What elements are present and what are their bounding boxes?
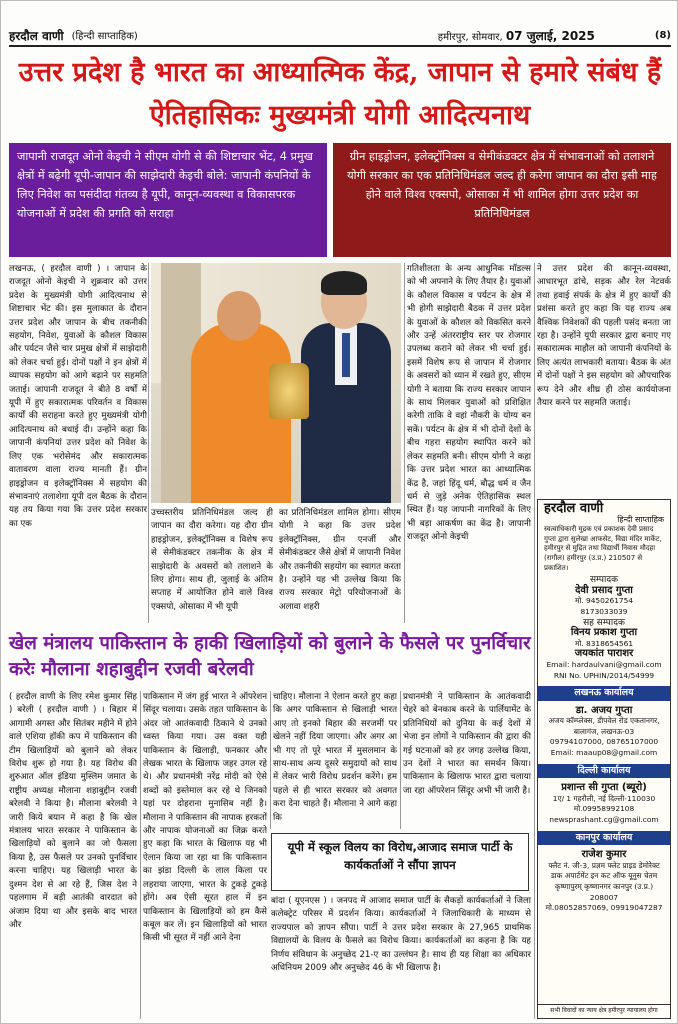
co-editor-label: सह सम्पादक bbox=[583, 617, 625, 628]
sidebar-footer: सभी विवादों का न्याय क्षेत्र हमीरपुर न्यायालय होगा bbox=[538, 1004, 670, 1018]
lucknow-name: डा. अजय गुप्ता bbox=[575, 704, 633, 716]
imprint-sidebar bbox=[537, 499, 671, 1019]
lucknow-email: Email: maaup08@gmail.com bbox=[550, 748, 658, 758]
sidebar-title: हरदौल वाणी bbox=[544, 501, 604, 516]
kanpur-office-label: कानपुर कार्यालय bbox=[538, 831, 670, 846]
publisher-note: स्वत्वाधिकारी मुद्रक एवं प्रकाशक देवी प्रसाद गुप्ता द्वारा सुलेखा आफसेट, विद्या मंदिर मार्केट, हमीरपुर से मुद्रित तथा विद्यार्थी निवास मौदहा (रागौल) हमीरपुर (उ.प्र.) 210507 से प्रकाशित। bbox=[544, 525, 662, 572]
column-rule bbox=[148, 263, 149, 623]
sub-body: बांदा ( यूएनएस ) । जनपद में आजाद समाज पार्टी के सैकड़ों कार्यकर्ताओं ने जिला कलेक्ट्रेट परिसर में प्रदर्शन किया। कार्यकर्ताओं ने जिलाधिकारी के माध्यम से राज्यपाल को ज्ञापन सौंपा। पार्टी ने उत्तर प्रदेश सरकार के 27,965 प्राथमिक विद्यालयों के विलय के फैसले का विरोध किया। कार्यकर्ताओं का कहना है कि यह निर्णय संविधान के अनुच्छेद 21-ए का उल्लंघन है। साथ ही यह शिक्षा का अधिकार अधिनियम 2009 और अनुच्छेद 46 के भी खिलाफ है। bbox=[271, 896, 531, 974]
photo-gift bbox=[269, 363, 309, 419]
sidebar-rni: RNI No. UPHIN/2014/54999 bbox=[553, 670, 655, 680]
co-editor-name: विनय प्रकाश गुप्ता bbox=[570, 627, 638, 639]
delhi-email: newsprashant.cg@gmail.com bbox=[549, 815, 659, 825]
column-rule bbox=[140, 691, 141, 1019]
second-headline: खेल मंत्रालय पाकिस्तान के हाकी खिलाड़ियों को बुलाने के फैसले पर पुनर्विचार करेः मौलाना शहाबुद्दीन रजवी बरेलवी bbox=[9, 633, 531, 680]
masthead bbox=[9, 25, 671, 47]
lead-column-4: गतिशीलता के अन्य आधुनिक मॉडल्स को भी अपनाने के लिए तैयार है। युवाओं के कौशल विकास व पर्यटन के क्षेत्र में भी होगी साझेदारी बैठक में उत्तर प्रदेश के युवाओं के कौशल को विकसित करने और उन्हें अंतरराष्ट्रीय स्तर पर रोजगार उपलब्ध कराने को लेकर भी चर्चा हुई। इसमें विशेष रूप से जापान में रोजगार के अवसरों को ध्यान में रखते हुए, सीएम योगी ने बताया कि राज्य सरकार जापान के साथ मिलकर युवाओं को प्रशिक्षित करेगी ताकि वे वहां नौकरी के योग्य बन सकें। पर्यटन के क्षेत्र में भी दोनों देशों के बीच गहरा सहयोग स्थापित करने को लेकर सहमति बनी। सीएम योगी ने कहा कि उत्तर प्रदेश भारत का आध्यात्मिक केंद्र है, जहां हिंदू धर्म, बौद्ध धर्म व जैन धर्म से जुड़े अनेक ऐतिहासिक स्थल स्थित हैं। यह जापानी नागरिकों के लिए भी बड़ा आकर्षण का केंद्र है। जापानी राजदूत ओनो केइची bbox=[407, 264, 531, 543]
delhi-phone: मो.09958992108 bbox=[573, 804, 635, 814]
masthead-brand: हरदौल वाणी bbox=[9, 28, 64, 43]
sidebar-subtitle: हिन्दी साप्ताहिक bbox=[617, 514, 664, 524]
masthead-dateline bbox=[438, 27, 595, 44]
lead-red-box: ग्रीन हाइड्रोजन, इलेक्ट्रॉनिक्स व सेमीकंडक्टर क्षेत्र में संभावनाओं को तलाशने योगी सरकार का एक प्रतिनिधिमंडल जल्द ही करेगा जापान का दौरा इसी माह होने वाले विश्व एक्सपो, ओसाका में भी शामिल होगा उत्तर प्रदेश का प्रतिनिधिमंडल bbox=[333, 143, 671, 257]
editor-name: देवी प्रसाद गुप्ता bbox=[575, 584, 633, 596]
kanpur-phone: मो.08052857069, 09919047287 bbox=[545, 903, 663, 913]
second-column-1: ( हरदौल वाणी के लिए रमेश कुमार सिंह ) बरेली ( हरदौल वाणी ) । बिहार में आगामी अगस्त और सितंबर महीने में होने वाले एशिया हॉकी कप में पाकिस्तान की टीम खिलाड़ियों को बुलाने को लेकर विरोध शुरू हो गया है। यह विरोध की शुरुआत ऑल इंडिया मुस्लिम जमात के राष्ट्रीय अध्यक्ष मौलाना शहाबुद्दीन रजवी बरेलवी ने किया है। मौलाना बरेलवी ने जारी किये बयान में कहा है कि खेल मंत्रालय भारत सरकार ने पाकिस्तान के खिलाड़ियों को बुलाने का जो फैसला किया है, उस फैसले पर उनको पुनर्विचार करना चाहिए। यह खिलाड़ी भारत के दुश्मन देश से आ रहे हैं, जिस देश ने पहलगाम में बड़ी आतंकी वारदात को अंजाम दिया था और इसके बाद भारत और bbox=[9, 692, 137, 930]
second-column-2: पाकिस्तान में जंग हुई भारत ने ऑपरेशन सिंदूर चलाया। उसके तहत पाकिस्तान के अंदर जो आतंकवादी ठिकाने थे उनको ध्वस्त किया गया। उस वक्त यही पाकिस्तान के खिलाड़ी, फनकार और लेखक भारत के खिलाफ जहर उगल रहे थे। और प्रधानमंत्री नरेंद्र मोदी को ऐसे शब्दों को इस्तेमाल कर रहे थे जिनको यहां पर दोहराना मुनासिब नहीं है। मौलाना ने पाकिस्तान की नापाक हरकतों और नापाक योजनाओं का जिक्र करते हुए कहा कि भारत के खिलाफ यह भी ऐलान किया जा रहा था कि पाकिस्तान का झंडा दिल्ली के लाल किला पर लहराया जाएगा, भारत के टुकड़े टुकड़े होंगे। अब ऐसी सूरत हाल में इन पाकिस्तान के खिलाड़ियों को हम कैसे कबूल कर लें। इन खिलाड़ियों को भारत किसी भी सूरत में नहीं आने देना bbox=[143, 692, 267, 944]
other-name: जयकांत पाराशर bbox=[574, 648, 634, 660]
kanpur-name: राजेश कुमार bbox=[581, 849, 627, 861]
lucknow-address: अजय कॉम्प्लेक्स, डीपवेल रोड एकतानगर, बालागंज, लखनऊ-03 bbox=[548, 716, 660, 736]
editor-label: सम्पादक bbox=[589, 575, 619, 586]
masthead-place: हमीरपुर, सोमवार, bbox=[437, 31, 503, 43]
editor-mobile-2: 8173033039 bbox=[580, 606, 628, 616]
lucknow-office-label: लखनऊ कार्यालय bbox=[538, 686, 670, 701]
lucknow-phone: 09794107000, 08765107000 bbox=[549, 737, 659, 747]
lead-column-5: ने उत्तर प्रदेश की कानून-व्यवस्था, आधारभूत ढांचे, सड़क और रेल नेटवर्क तथा हवाई संपर्क के क्षेत्र में हुए कार्यों की प्रशंसा करते हुए कहा कि यह राज्य अब वैश्विक निवेशकों की पहली पसंद बनता जा रहा है। उन्होंने यूपी सरकार द्वारा बनाए गए सकारात्मक माहौल को जापानी कंपनियों के लिए अत्यंत लाभकारी बताया। बैठक के अंत में दोनों पक्षों ने इस सहयोग को औपचारिक रूप देने और शीघ्र ही ठोस कार्ययोजना तैयार करने पर सहमति जताई। bbox=[537, 264, 671, 409]
page-number: (8) bbox=[654, 29, 671, 41]
kanpur-address: फ्लैट नं. जी-3, प्रज्ञम फ्लेट प्राइड डेमोरेक्ट डाक अपार्टमेंट इन कट ऑफ यूनुस चेतम कृष्णापुरम् कृष्णानगर कानपुर (उ.प्र.) 208007 bbox=[548, 860, 660, 902]
second-column-3: चाहिए। मौलाना ने ऐलान करते हुए कहा कि अगर पाकिस्तान से खिलाड़ी भारत आए तो इनको बिहार की सरजमीं पर खेलने नहीं दिया जाएगा। और अगर आ भी गए तो पूरे भारत में मुसलमान के साथ-साथ अन्य दूसरे समुदायों को साथ में लेकर भारी विरोध प्रदर्शन करेंगे। हम पहले से ही भारत सरकार को अवगत करा देना चाहते हैं। मौलाना ने आगे कहा कि bbox=[273, 692, 397, 823]
lead-column-2: उच्चस्तरीय प्रतिनिधिमंडल जल्द ही जापान का दौरा करेगा। यह दौरा ग्रीन हाइड्रोजन, इलेक्ट्रॉनिक्स व विशेष रूप से सेमीकंडक्टर तकनीक के क्षेत्र में साझेदारी के अवसरों को तलाशने के लिए होगा। साथ ही, जुलाई के अंतिम सप्ताह में आयोजित होने वाले विश्व एक्सपो, ओसाका में भी यूपी bbox=[151, 508, 273, 612]
masthead-date: 07 जुलाई, 2025 bbox=[505, 28, 595, 43]
delhi-name: प्रशान्त सी गुप्ता (ब्यूरो) bbox=[561, 782, 647, 794]
second-column-4: प्रधानमंत्री ने पाकिस्तान के आतंकवादी चेहरे को बेनकाब करने के पार्लियामेंट के प्रतिनिधियों को दुनिया के कई देशों में भेजा इन लोगों ने पाकिस्तान की द्वारा की गई घटनाओं को हर जगह उल्लेख किया, उन देशों ने भारत का समर्थन किया। पाकिस्तान के खिलाफ भारत द्वारा चलाया जा रहा ऑपरेशन सिंदूर अभी भी जारी है। bbox=[403, 692, 531, 796]
lead-headline: उत्तर प्रदेश है भारत का आध्यात्मिक केंद्र, जापान से हमारे संबंध हैं ऐतिहासिकः मुख्यमंत्री योगी आदित्यनाथ bbox=[18, 57, 662, 131]
column-rule bbox=[270, 691, 271, 829]
sub-headline: यूपी में स्कूल विलय का विरोध,आजाद समाज पार्टी के कार्यकर्ताओं ने सौंपा ज्ञापन bbox=[271, 833, 529, 891]
column-rule bbox=[400, 691, 401, 829]
lead-photo bbox=[151, 263, 401, 503]
co-editor-mobile: मो. 8318654561 bbox=[574, 638, 634, 648]
delhi-address: 1ए/ 1 गहरौली, नई दिल्ली-110030 bbox=[552, 793, 656, 803]
column-rule bbox=[534, 263, 535, 1019]
editor-mobile: मो. 9450261754 bbox=[574, 596, 634, 606]
lead-column-1: लखनऊ, ( हरदौल वाणी ) । जापान के राजदूत ओनो केइची ने शुक्रवार को उत्तर प्रदेश के मुख्यमंत्री योगी आदित्यनाथ से शिष्टाचार भेंट की। इस मुलाकात के दौरान उत्तर प्रदेश और जापान के बीच तकनीकी सहयोग, निवेश, युवाओं के कौशल विकास और पर्यटन जैसे चार प्रमुख क्षेत्रों में साझेदारी को लेकर चर्चा हुई। दोनों पक्षों ने इन क्षेत्रों में व्यापक सहयोग को आगे बढ़ाने पर सहमति जताई। जापानी राजदूत ने बीते 8 वर्षों में यूपी में हुए सकारात्मक परिवर्तन व विकास कार्यों की सराहना करते हुए मुख्यमंत्री योगी आदित्यनाथ को बधाई दी। उन्होंने कहा कि जापानी कंपनियां उत्तर प्रदेश को निवेश के लिए एक भरोसेमंद और सकारात्मक वातावरण वाला राज्य मानती हैं। ग्रीन हाइड्रोजन व इलेक्ट्रॉनिक्स में सहयोग की संभावनाएं तलाशेगा यूपी दल बैठक के दौरान यह तय किया गया कि उत्तर प्रदेश सरकार का एक bbox=[9, 264, 147, 529]
delhi-office-label: दिल्ली कार्यालय bbox=[538, 764, 670, 779]
lead-purple-box: जापानी राजदूत ओनो केइची ने सीएम योगी से की शिष्टाचार भेंट, 4 प्रमुख क्षेत्रों में बढ़ेगी यूपी-जापान की साझेदारी केइची बोले: जापानी कंपनियों के लिए निवेश का पसंदीदा गंतव्य है यूपी, कानून-व्यवस्था व विकासपरक योजनाओं में प्रदेश की प्रगति को सराहा bbox=[9, 143, 327, 257]
sidebar-email: Email: hardaulvani@gmail.com bbox=[546, 659, 662, 669]
column-rule bbox=[404, 263, 405, 623]
lead-column-3: का प्रतिनिधिमंडल शामिल होगा। सीएम योगी ने कहा कि उत्तर प्रदेश इलेक्ट्रॉनिक्स, ग्रीन एनर्जी और सेमीकंडक्टर जैसे क्षेत्रों में जापानी निवेश और तकनीकी सहयोग का स्वागत करता है। उन्होंने यह भी उल्लेख किया कि राज्य सरकार मेट्रो परियोजनाओं के अलावा शहरी bbox=[279, 508, 401, 612]
masthead-weekly: (हिन्दी साप्ताहिक) bbox=[71, 31, 138, 42]
